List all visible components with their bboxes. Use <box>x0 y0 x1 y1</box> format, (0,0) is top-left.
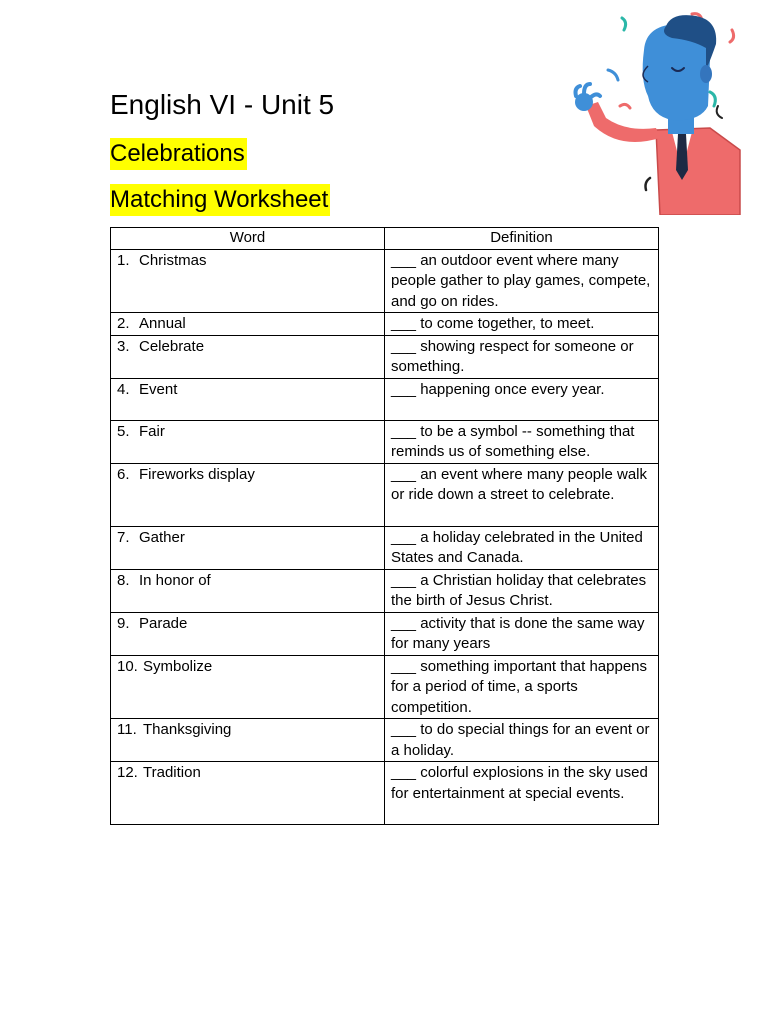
confetti-piece <box>710 92 715 106</box>
table-row <box>111 569 659 612</box>
definition-cell: ___ to be a symbol -- something that reminds us of something else. <box>385 420 659 463</box>
word-cell <box>111 313 385 336</box>
table-row <box>111 335 659 378</box>
word-text: Gather <box>139 528 185 546</box>
table-row <box>111 612 659 655</box>
word-cell <box>111 655 385 719</box>
item-number: 12. <box>117 764 138 781</box>
item-number: 1. <box>117 251 130 269</box>
item-number: 3. <box>117 337 130 355</box>
word-text: Annual <box>139 315 186 332</box>
confetti-piece <box>646 178 651 190</box>
word-cell <box>111 569 385 612</box>
confetti-piece <box>717 106 722 118</box>
word-text: In honor of <box>139 571 211 589</box>
table-row <box>111 420 659 463</box>
table-row <box>111 313 659 336</box>
table-row <box>111 719 659 762</box>
matching-table <box>110 227 659 825</box>
confetti-piece <box>608 70 618 80</box>
word-cell <box>111 249 385 313</box>
celebrating-man-illustration <box>560 10 760 215</box>
item-number: 4. <box>117 380 130 398</box>
item-number: 6. <box>117 465 130 483</box>
column-header-word: Word <box>111 228 385 250</box>
item-number: 9. <box>117 614 130 632</box>
item-number: 2. <box>117 315 130 332</box>
word-text: Symbolize <box>143 657 213 675</box>
definition-cell: ___ colorful explosions in the sky used for entertainment at special events. <box>385 762 659 825</box>
word-text: Christmas <box>139 251 207 269</box>
word-text: Fair <box>139 422 165 440</box>
ear <box>700 65 712 83</box>
word-text: Tradition <box>143 764 201 781</box>
word-cell <box>111 463 385 526</box>
definition-cell: ___ a holiday celebrated in the United States and Canada. <box>385 526 659 569</box>
worksheet-subtitle: Celebrations <box>110 138 247 170</box>
definition-cell: ___ showing respect for someone or something. <box>385 335 659 378</box>
definition-cell: ___ happening once every year. <box>385 378 659 420</box>
word-cell <box>111 762 385 825</box>
word-cell <box>111 719 385 762</box>
word-text: Thanksgiving <box>143 721 232 738</box>
word-cell <box>111 526 385 569</box>
word-text: Parade <box>139 614 188 632</box>
definition-cell: ___ to come together, to meet. <box>385 313 659 336</box>
table-row <box>111 378 659 420</box>
confetti-piece <box>622 18 626 30</box>
word-text: Fireworks display <box>139 465 255 483</box>
definition-cell: ___ an outdoor event where many people gather to play games, compete, and go on rides. <box>385 249 659 313</box>
word-cell <box>111 420 385 463</box>
definition-cell: ___ something important that happens for a period of time, a sports competition. <box>385 655 659 719</box>
item-number: 11. <box>117 721 137 738</box>
confetti-piece <box>620 104 630 108</box>
word-text: Celebrate <box>139 337 205 355</box>
item-number: 10. <box>117 657 138 675</box>
confetti-piece <box>730 30 734 42</box>
table-row <box>111 762 659 825</box>
item-number: 8. <box>117 571 130 589</box>
table-row <box>111 249 659 313</box>
item-number: 7. <box>117 528 130 546</box>
raised-arm <box>586 102 660 142</box>
table-row <box>111 655 659 719</box>
definition-cell: ___ an event where many people walk or ride down a street to celebrate. <box>385 463 659 526</box>
worksheet-type: Matching Worksheet <box>110 184 330 216</box>
word-text: Event <box>139 380 178 398</box>
worksheet-title: English VI - Unit 5 <box>110 89 335 120</box>
table-header-row <box>111 228 659 250</box>
table-row <box>111 526 659 569</box>
word-cell <box>111 612 385 655</box>
column-header-definition: Definition <box>385 228 659 250</box>
definition-cell: ___ activity that is done the same way for many years <box>385 612 659 655</box>
definition-cell: ___ to do special things for an event or a holiday. <box>385 719 659 762</box>
item-number: 5. <box>117 422 130 440</box>
word-cell <box>111 378 385 420</box>
word-cell <box>111 335 385 378</box>
table-row <box>111 463 659 526</box>
definition-cell: ___ a Christian holiday that celebrates the birth of Jesus Christ. <box>385 569 659 612</box>
